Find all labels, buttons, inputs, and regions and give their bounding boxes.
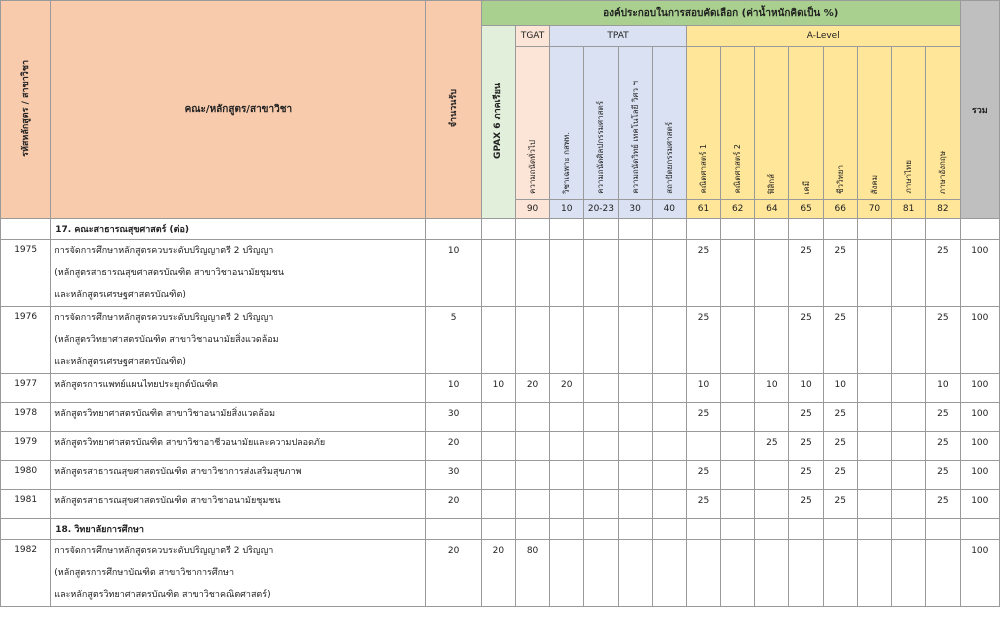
subject-weight xyxy=(755,540,789,607)
program-name-line: หลักสูตรวิทยาศาสตรบัณฑิต สาขาวิชาอาชีวอนามัยและความปลอดภัย xyxy=(54,438,326,448)
subject-weight: 25 xyxy=(789,403,823,432)
program-code: 1975 xyxy=(1,240,51,307)
subject-weight xyxy=(721,307,755,374)
gpax-weight: 20 xyxy=(481,540,515,607)
program-code: 1978 xyxy=(1,403,51,432)
subject-weight xyxy=(584,240,618,307)
subject-code-header: 82 xyxy=(926,200,960,219)
subject-weight: 20 xyxy=(550,374,584,403)
program-name xyxy=(51,432,426,461)
total-value: 100 xyxy=(960,307,999,374)
subject-weight xyxy=(584,490,618,519)
empty-cell xyxy=(481,219,515,240)
subject-code-header: 90 xyxy=(515,200,549,219)
subject-weight xyxy=(857,432,891,461)
subject-weight: 25 xyxy=(686,461,720,490)
faculty-code-cell xyxy=(1,519,51,540)
subject-name-header: ชีววิทยา xyxy=(823,47,857,200)
subject-weight: 10 xyxy=(823,374,857,403)
empty-cell xyxy=(550,219,584,240)
seats-value: 10 xyxy=(426,374,481,403)
subject-weight xyxy=(721,432,755,461)
program-name-line: หลักสูตรสาธารณสุขศาสตรบัณฑิต สาขาวิชาการส่งเสริมสุขภาพ xyxy=(54,467,302,477)
empty-cell xyxy=(584,519,618,540)
subject-weight xyxy=(652,490,686,519)
faculty-code-cell xyxy=(1,219,51,240)
empty-cell xyxy=(721,519,755,540)
program-name-line: การจัดการศึกษาหลักสูตรควบระดับปริญญาตรี 2 ปริญญา xyxy=(54,246,274,256)
subject-weight: 20 xyxy=(515,374,549,403)
program-name-line: (หลักสูตรสาธารณสุขศาสตรบัณฑิต สาขาวิชาอนามัยชุมชน xyxy=(54,268,285,278)
empty-cell xyxy=(857,519,891,540)
subject-weight: 25 xyxy=(755,432,789,461)
program-name-line: การจัดการศึกษาหลักสูตรควบระดับปริญญาตรี 2 ปริญญา xyxy=(54,313,274,323)
subject-weight: 25 xyxy=(823,490,857,519)
faculty-title: 18. วิทยาลัยการศึกษา xyxy=(51,519,426,540)
subject-weight xyxy=(721,490,755,519)
empty-cell xyxy=(960,219,999,240)
subject-weight xyxy=(652,403,686,432)
empty-cell xyxy=(515,219,549,240)
subject-weight xyxy=(755,490,789,519)
subject-weight xyxy=(857,403,891,432)
components-header: องค์ประกอบในการสอบคัดเลือก (ค่าน้ำหนักคิดเป็น %) xyxy=(481,1,960,26)
subject-name-header: วิชาเฉพาะ กสพท. xyxy=(550,47,584,200)
subject-name-header: ภาษาอังกฤษ xyxy=(926,47,960,200)
empty-cell xyxy=(823,519,857,540)
subject-code-header: 70 xyxy=(857,200,891,219)
subject-weight xyxy=(550,461,584,490)
empty-cell xyxy=(686,519,720,540)
empty-cell xyxy=(926,219,960,240)
subject-weight: 25 xyxy=(789,461,823,490)
subject-weight xyxy=(721,461,755,490)
subject-weight xyxy=(686,432,720,461)
subject-weight: 25 xyxy=(823,432,857,461)
subject-weight: 10 xyxy=(755,374,789,403)
subject-name-header: สังคม xyxy=(857,47,891,200)
subject-weight xyxy=(618,461,652,490)
program-name xyxy=(51,307,426,374)
subject-weight: 10 xyxy=(926,374,960,403)
empty-cell xyxy=(789,519,823,540)
subject-weight xyxy=(515,490,549,519)
subject-weight xyxy=(755,307,789,374)
subject-weight xyxy=(618,540,652,607)
tgat-group-header: TGAT xyxy=(515,26,549,47)
subject-weight xyxy=(515,240,549,307)
subject-weight xyxy=(755,461,789,490)
gpax-weight xyxy=(481,490,515,519)
subject-weight xyxy=(584,307,618,374)
program-name-line: (หลักสูตรวิทยาศาสตรบัณฑิต สาขาวิชาอนามัยสิ่งแวดล้อม xyxy=(54,335,279,345)
program-name-line: และหลักสูตรเศรษฐศาสตรบัณฑิต) xyxy=(54,357,186,367)
empty-cell xyxy=(960,519,999,540)
subject-weight xyxy=(550,540,584,607)
subject-name-header: ความถนัดวิทย์ เทคโนโลยี วิศว ฯ xyxy=(618,47,652,200)
program-row xyxy=(1,374,1000,403)
subject-weight xyxy=(618,374,652,403)
seats-value: 10 xyxy=(426,240,481,307)
subject-weight: 25 xyxy=(823,307,857,374)
subject-weight xyxy=(755,240,789,307)
empty-cell xyxy=(481,519,515,540)
name-header: คณะ/หลักสูตร/สาขาวิชา xyxy=(51,1,426,219)
subject-weight xyxy=(892,307,926,374)
subject-weight xyxy=(721,540,755,607)
subject-weight: 25 xyxy=(823,461,857,490)
subject-weight xyxy=(618,490,652,519)
subject-weight xyxy=(926,540,960,607)
program-name xyxy=(51,240,426,307)
subject-weight xyxy=(584,461,618,490)
subject-code-header: 20-23 xyxy=(584,200,618,219)
seats-value: 20 xyxy=(426,540,481,607)
subject-weight xyxy=(584,540,618,607)
subject-weight xyxy=(550,490,584,519)
program-name-line: หลักสูตรการแพทย์แผนไทยประยุกต์บัณฑิต xyxy=(54,380,218,390)
empty-cell xyxy=(426,519,481,540)
program-name xyxy=(51,540,426,607)
subject-name-header: ภาษาไทย xyxy=(892,47,926,200)
seats-value: 5 xyxy=(426,307,481,374)
empty-cell xyxy=(721,219,755,240)
subject-weight: 25 xyxy=(789,432,823,461)
subject-weight: 25 xyxy=(789,307,823,374)
empty-cell xyxy=(892,519,926,540)
subject-weight xyxy=(652,432,686,461)
total-header: รวม xyxy=(960,1,999,219)
program-name-line: หลักสูตรสาธารณสุขศาสตรบัณฑิต สาขาวิชาอนามัยชุมชน xyxy=(54,496,281,506)
empty-cell xyxy=(652,519,686,540)
subject-weight xyxy=(755,403,789,432)
gpax-weight xyxy=(481,403,515,432)
empty-cell xyxy=(618,519,652,540)
total-value: 100 xyxy=(960,403,999,432)
faculty-title: 17. คณะสาธารณสุขศาสตร์ (ต่อ) xyxy=(51,219,426,240)
code-header: รหัสหลักสูตร / สาขาวิชา xyxy=(1,1,51,219)
empty-cell xyxy=(426,219,481,240)
subject-weight: 10 xyxy=(789,374,823,403)
subject-name-header: ความถนัดทั่วไป xyxy=(515,47,549,200)
program-code: 1979 xyxy=(1,432,51,461)
subject-weight xyxy=(857,490,891,519)
subject-code-header: 62 xyxy=(721,200,755,219)
total-value: 100 xyxy=(960,374,999,403)
subject-weight xyxy=(892,403,926,432)
subject-name-header: ฟิสิกส์ xyxy=(755,47,789,200)
subject-weight: 25 xyxy=(926,403,960,432)
subject-name-header: คณิตศาสตร์ 1 xyxy=(686,47,720,200)
program-row xyxy=(1,461,1000,490)
subject-weight xyxy=(618,307,652,374)
program-code: 1980 xyxy=(1,461,51,490)
subject-weight: 25 xyxy=(823,240,857,307)
program-name-line: หลักสูตรวิทยาศาสตรบัณฑิต สาขาวิชาอนามัยสิ่งแวดล้อม xyxy=(54,409,276,419)
seats-value: 20 xyxy=(426,432,481,461)
seats-header: จำนวนรับ xyxy=(426,1,481,219)
empty-cell xyxy=(686,219,720,240)
program-name xyxy=(51,403,426,432)
subject-weight xyxy=(857,540,891,607)
subject-code-header: 64 xyxy=(755,200,789,219)
empty-cell xyxy=(652,219,686,240)
seats-value: 20 xyxy=(426,490,481,519)
subject-weight xyxy=(892,461,926,490)
subject-weight xyxy=(550,403,584,432)
gpax-weight xyxy=(481,461,515,490)
subject-weight xyxy=(892,374,926,403)
subject-code-header: 65 xyxy=(789,200,823,219)
subject-code-header: 66 xyxy=(823,200,857,219)
program-row xyxy=(1,432,1000,461)
seats-value: 30 xyxy=(426,461,481,490)
subject-weight: 25 xyxy=(686,403,720,432)
subject-weight xyxy=(721,374,755,403)
subject-weight xyxy=(789,540,823,607)
subject-weight xyxy=(686,540,720,607)
program-name xyxy=(51,490,426,519)
empty-cell xyxy=(926,519,960,540)
program-name xyxy=(51,461,426,490)
subject-weight xyxy=(857,461,891,490)
program-code: 1981 xyxy=(1,490,51,519)
empty-cell xyxy=(550,519,584,540)
subject-weight xyxy=(652,240,686,307)
empty-cell xyxy=(857,219,891,240)
subject-weight: 10 xyxy=(686,374,720,403)
subject-code-header: 10 xyxy=(550,200,584,219)
subject-weight xyxy=(584,403,618,432)
gpax-header: GPAX 6 ภาคเรียน xyxy=(481,26,515,219)
gpax-weight: 10 xyxy=(481,374,515,403)
program-code: 1982 xyxy=(1,540,51,607)
program-row xyxy=(1,240,1000,307)
subject-weight xyxy=(515,432,549,461)
subject-name-header: เคมี xyxy=(789,47,823,200)
subject-weight xyxy=(515,403,549,432)
empty-cell xyxy=(515,519,549,540)
total-value: 100 xyxy=(960,461,999,490)
seats-value: 30 xyxy=(426,403,481,432)
subject-code-header: 61 xyxy=(686,200,720,219)
total-value: 100 xyxy=(960,540,999,607)
subject-weight xyxy=(584,432,618,461)
subject-code-header: 40 xyxy=(652,200,686,219)
subject-weight: 80 xyxy=(515,540,549,607)
program-code: 1976 xyxy=(1,307,51,374)
subject-weight xyxy=(652,461,686,490)
program-row xyxy=(1,403,1000,432)
subject-weight: 25 xyxy=(686,490,720,519)
total-value: 100 xyxy=(960,490,999,519)
gpax-weight xyxy=(481,240,515,307)
total-value: 100 xyxy=(960,432,999,461)
subject-name-header: คณิตศาสตร์ 2 xyxy=(721,47,755,200)
empty-cell xyxy=(823,219,857,240)
subject-weight: 25 xyxy=(926,240,960,307)
total-value: 100 xyxy=(960,240,999,307)
subject-weight xyxy=(515,461,549,490)
subject-weight xyxy=(892,490,926,519)
faculty-row xyxy=(1,219,1000,240)
subject-weight: 25 xyxy=(789,240,823,307)
empty-cell xyxy=(618,219,652,240)
subject-weight: 25 xyxy=(823,403,857,432)
subject-weight xyxy=(584,374,618,403)
subject-weight xyxy=(550,240,584,307)
empty-cell xyxy=(892,219,926,240)
empty-cell xyxy=(584,219,618,240)
subject-code-header: 81 xyxy=(892,200,926,219)
subject-weight xyxy=(652,540,686,607)
subject-name-header: ความถนัดศิลปกรรมศาสตร์ xyxy=(584,47,618,200)
subject-weight xyxy=(550,307,584,374)
subject-weight xyxy=(550,432,584,461)
subject-weight xyxy=(892,432,926,461)
subject-weight xyxy=(618,240,652,307)
subject-weight: 25 xyxy=(926,490,960,519)
subject-weight xyxy=(892,540,926,607)
subject-weight xyxy=(721,403,755,432)
subject-weight: 25 xyxy=(789,490,823,519)
program-name-line: (หลักสูตรการศึกษาบัณฑิต สาขาวิชาการศึกษา xyxy=(54,568,235,578)
subject-code-header: 30 xyxy=(618,200,652,219)
empty-cell xyxy=(789,219,823,240)
subject-weight: 25 xyxy=(926,432,960,461)
subject-weight xyxy=(857,307,891,374)
faculty-row xyxy=(1,519,1000,540)
program-name-line: และหลักสูตรวิทยาศาสตรบัณฑิต สาขาวิชาคณิตศาสตร์) xyxy=(54,590,271,600)
gpax-weight xyxy=(481,307,515,374)
subject-weight: 25 xyxy=(686,307,720,374)
empty-cell xyxy=(755,219,789,240)
subject-name-header: สถาปัตยกรรมศาสตร์ xyxy=(652,47,686,200)
subject-weight xyxy=(892,240,926,307)
empty-cell xyxy=(755,519,789,540)
subject-weight: 25 xyxy=(926,461,960,490)
program-code: 1977 xyxy=(1,374,51,403)
program-name-line: การจัดการศึกษาหลักสูตรควบระดับปริญญาตรี 2 ปริญญา xyxy=(54,546,274,556)
subject-weight xyxy=(652,307,686,374)
subject-weight: 25 xyxy=(926,307,960,374)
program-name-line: และหลักสูตรเศรษฐศาสตรบัณฑิต) xyxy=(54,290,186,300)
subject-weight xyxy=(618,403,652,432)
subject-weight xyxy=(652,374,686,403)
subject-weight: 25 xyxy=(686,240,720,307)
tpat-group-header: TPAT xyxy=(550,26,687,47)
subject-weight xyxy=(721,240,755,307)
subject-weight xyxy=(515,307,549,374)
subject-weight xyxy=(857,240,891,307)
program-row xyxy=(1,490,1000,519)
subject-weight xyxy=(857,374,891,403)
alevel-group-header: A-Level xyxy=(686,26,960,47)
program-row xyxy=(1,307,1000,374)
gpax-weight xyxy=(481,432,515,461)
subject-weight xyxy=(823,540,857,607)
program-name xyxy=(51,374,426,403)
subject-weight xyxy=(618,432,652,461)
program-row xyxy=(1,540,1000,607)
